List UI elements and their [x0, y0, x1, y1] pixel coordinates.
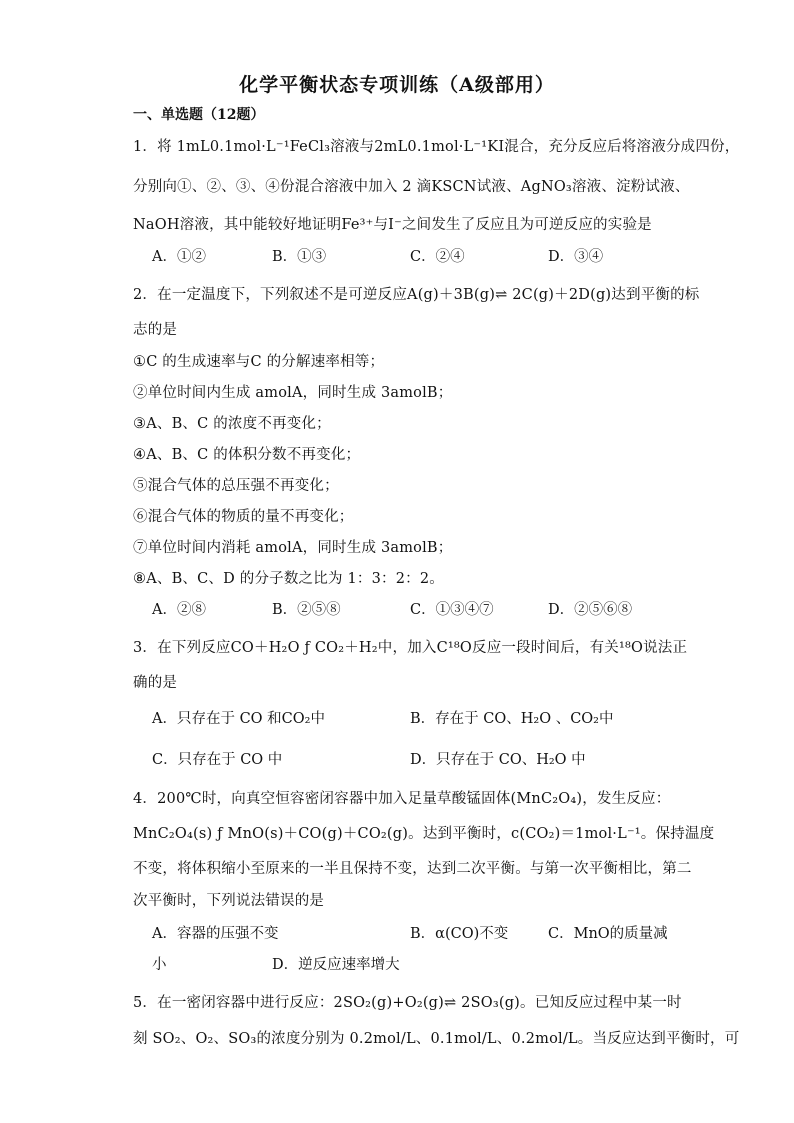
q2-item-8: ⑧A、B、C、D 的分子数之比为 1：3：2：2。 — [133, 571, 444, 587]
q2-item-7: ⑦单位时间内消耗 amolA，同时生成 3amolB； — [133, 540, 453, 556]
q1-line-1: 1．将 1mL0.1mol·L⁻¹FeCl₃溶液与2mL0.1mol·L⁻¹KI混合，充分反应后将溶液分成四份， — [133, 139, 740, 155]
q3-option-c: C．只存在于 CO 中 — [152, 752, 283, 768]
q5-line-2: 刻 SO₂、O₂、SO₃的浓度分别为 0.2mol/L、0.1mol/L、0.2mol/L。当反应达到平衡时，可 — [133, 1031, 740, 1047]
q3-line-1: 3．在下列反应CO＋H₂O ƒ CO₂＋H₂中，加入C¹⁸O反应一段时间后，有关¹⁸O说法正 — [133, 640, 688, 656]
q4-option-a: A．容器的压强不变 — [152, 926, 279, 942]
q4-option-d: D．逆反应速率增大 — [272, 957, 400, 973]
q1-option-c: C．②④ — [410, 249, 465, 265]
q4-option-c-continued: 小 — [152, 957, 167, 973]
q4-line-4: 次平衡时，下列说法错误的是 — [133, 893, 325, 909]
q2-option-b: B．②⑤⑧ — [272, 602, 341, 618]
q4-line-1: 4．200℃时，向真空恒容密闭容器中加入足量草酸锰固体(MnC₂O₄)，发生反应： — [133, 791, 671, 807]
q2-item-1: ①C 的生成速率与C 的分解速率相等； — [133, 354, 385, 370]
q2-item-6: ⑥混合气体的物质的量不再变化； — [133, 509, 354, 525]
q2-item-4: ④A、B、C 的体积分数不再变化； — [133, 447, 361, 463]
q1-option-b: B．①③ — [272, 249, 327, 265]
q3-option-b: B．存在于 CO、H₂O 、CO₂中 — [410, 711, 614, 727]
q4-option-b: B．α(CO)不变 — [410, 926, 509, 942]
q2-line-1: 2．在一定温度下，下列叙述不是可逆反应A(g)＋3B(g)⇌ 2C(g)＋2D(g)达到平衡的标 — [133, 287, 700, 303]
q2-item-3: ③A、B、C 的浓度不再变化； — [133, 416, 331, 432]
q2-option-c: C．①③④⑦ — [410, 602, 494, 618]
section-heading: 一、单选题（12题） — [133, 107, 265, 123]
q4-line-3: 不变，将体积缩小至原来的一半且保持不变，达到二次平衡。与第一次平衡相比，第二 — [133, 861, 692, 877]
page-title: 化学平衡状态专项训练（A级部用） — [239, 74, 555, 96]
q2-line-2: 志的是 — [133, 322, 178, 338]
q1-line-3: NaOH溶液，其中能较好地证明Fe³⁺与I⁻之间发生了反应且为可逆反应的实验是 — [133, 217, 652, 233]
q1-line-2: 分别向①、②、③、④份混合溶液中加入 2 滴KSCN试液、AgNO₃溶液、淀粉试液、 — [133, 179, 690, 195]
q3-line-2: 确的是 — [133, 675, 178, 691]
q5-line-1: 5．在一密闭容器中进行反应：2SO₂(g)+O₂(g)⇌ 2SO₃(g)。已知反应过程中某一时 — [133, 995, 682, 1011]
q1-option-d: D．③④ — [548, 249, 604, 265]
q3-option-d: D．只存在于 CO、H₂O 中 — [410, 752, 586, 768]
q4-line-2: MnC₂O₄(s) ƒ MnO(s)＋CO(g)＋CO₂(g)。达到平衡时，c(CO₂)＝1mol·L⁻¹。保持温度 — [133, 826, 715, 842]
q2-option-d: D．②⑤⑥⑧ — [548, 602, 633, 618]
q1-option-a: A．①② — [152, 249, 206, 265]
q2-option-a: A．②⑧ — [152, 602, 206, 618]
q4-option-c: C．MnO的质量减 — [548, 926, 668, 942]
q3-option-a: A．只存在于 CO 和CO₂中 — [152, 711, 325, 727]
q2-item-5: ⑤混合气体的总压强不再变化； — [133, 478, 339, 494]
q2-item-2: ②单位时间内生成 amolA，同时生成 3amolB； — [133, 385, 453, 401]
